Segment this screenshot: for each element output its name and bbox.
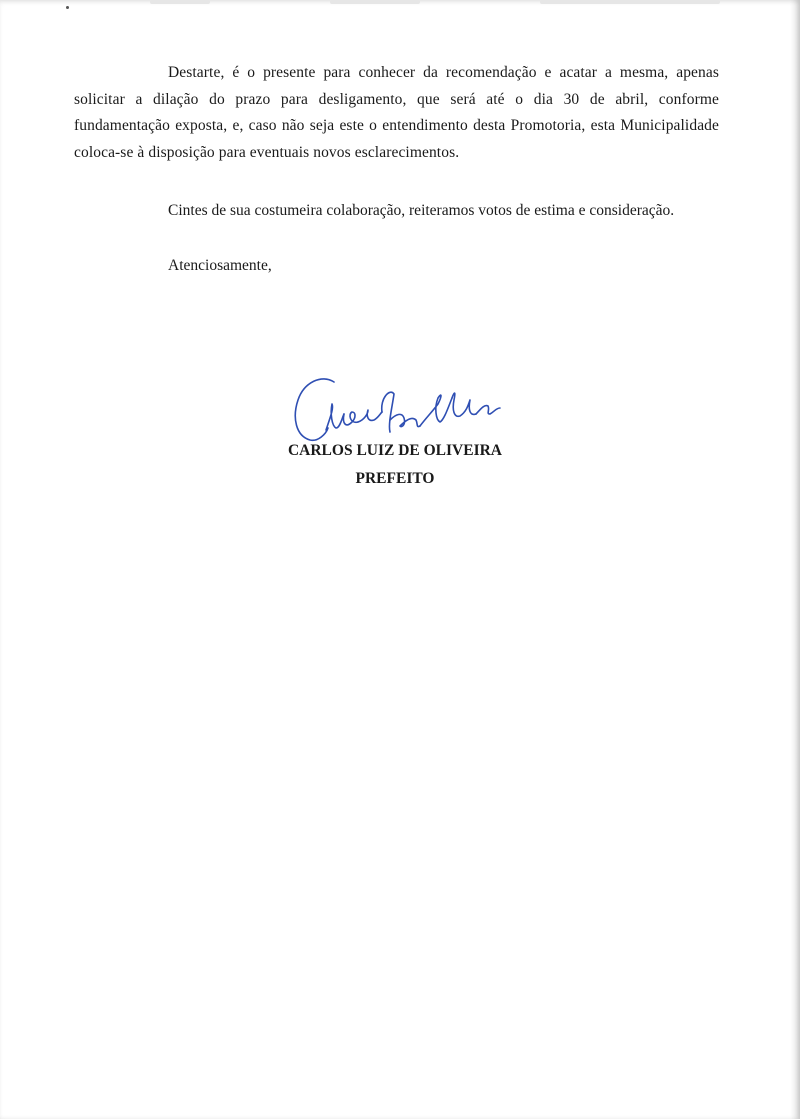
scan-artifact <box>330 0 420 4</box>
closing-salutation: Atenciosamente, <box>168 257 272 274</box>
scan-artifact <box>150 0 210 4</box>
body-paragraph-2: Cintes de sua costumeira colaboração, reiteramos votos de estima e consideração. <box>168 202 675 219</box>
scan-dot <box>66 6 69 9</box>
signer-name: CARLOS LUIZ DE OLIVEIRA <box>287 442 503 459</box>
scan-artifact <box>540 0 720 4</box>
page-edge-shadow <box>790 0 800 1119</box>
signer-title: PREFEITO <box>355 470 435 487</box>
body-paragraph-1: Destarte, é o presente para conhecer da recomendação e acatar a mesma, apenas solicitar a dilação do prazo para desligamento, que será até o dia 30 de abril, conforme fundamentação exposta, e, caso não seja este o entendimento desta Promotoria, esta Municipalidade coloca-se à disposição para eventuais novos esclarecimentos. <box>74 64 719 161</box>
